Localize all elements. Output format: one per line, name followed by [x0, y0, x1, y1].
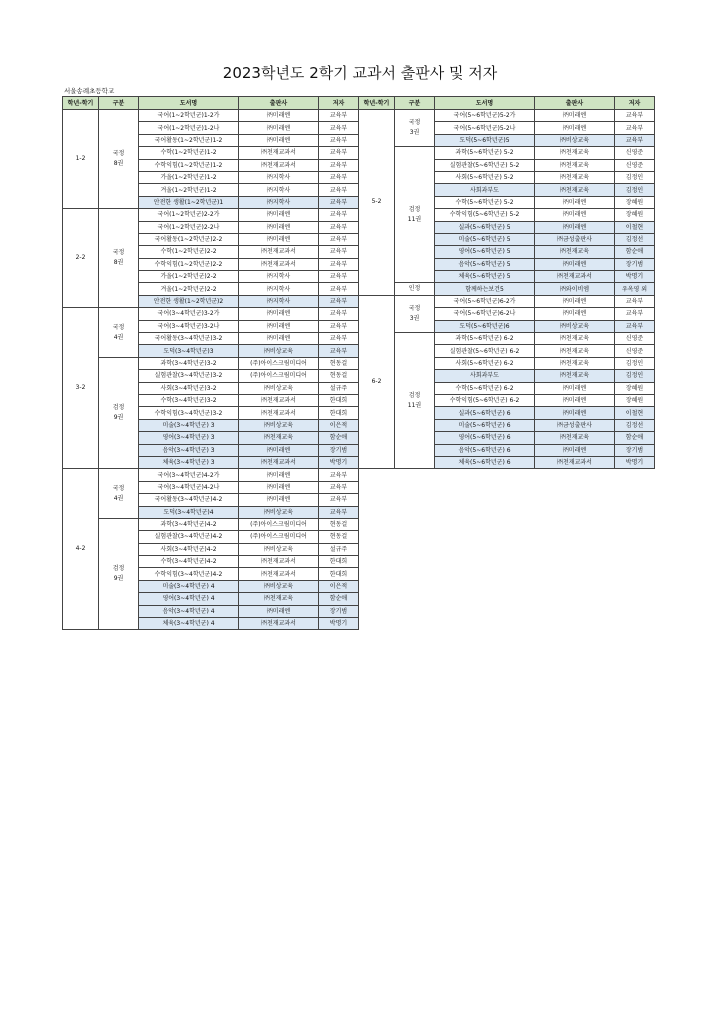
author-cell: 신영준 — [615, 345, 655, 357]
header-author: 저자 — [615, 97, 655, 110]
publisher-cell: ㈜천재교과서 — [239, 258, 319, 270]
publisher-cell: ㈜천재교과서 — [239, 456, 319, 468]
publisher-cell: ㈜천재교육 — [535, 159, 615, 171]
table-row — [359, 295, 655, 307]
book-title-cell: 실험관찰(5~6학년군) 6-2 — [435, 345, 535, 357]
author-cell: 박명기 — [319, 618, 359, 630]
publisher-cell: ㈜미래엔 — [239, 605, 319, 617]
publisher-cell: ㈜비상교육 — [239, 580, 319, 592]
publisher-cell: ㈜지학사 — [239, 295, 319, 307]
book-title-cell: 도덕(5~6학년군)5 — [435, 134, 535, 146]
book-title-cell: 수학익힘(5~6학년군) 5-2 — [435, 209, 535, 221]
author-cell: 장기범 — [615, 258, 655, 270]
book-title-cell: 실험관찰(3~4학년군)3-2 — [139, 370, 239, 382]
author-cell: 김정인 — [615, 171, 655, 183]
publisher-cell: ㈜금성출판사 — [535, 419, 615, 431]
table-row — [63, 357, 359, 369]
book-title-cell: 음악(3~4학년군) 3 — [139, 444, 239, 456]
book-title-cell: 안전한 생활(1~2학년군)2 — [139, 295, 239, 307]
publisher-cell: ㈜비상교육 — [535, 134, 615, 146]
table-row — [63, 469, 359, 481]
category-cell: 검정 11권 — [395, 147, 435, 283]
header-book: 도서명 — [139, 97, 239, 110]
publisher-cell: ㈜비상교육 — [239, 543, 319, 555]
author-cell: 장기범 — [615, 444, 655, 456]
book-title-cell: 수학익힘(3~4학년군)4-2 — [139, 568, 239, 580]
book-title-cell: 수학(3~4학년군)4-2 — [139, 556, 239, 568]
publisher-cell: ㈜천재교과서 — [535, 271, 615, 283]
book-title-cell: 미술(5~6학년군) 6 — [435, 419, 535, 431]
publisher-cell: ㈜와이비엠 — [535, 283, 615, 295]
publisher-cell: ㈜미래엔 — [239, 469, 319, 481]
author-cell: 김정인 — [615, 357, 655, 369]
book-title-cell: 과학(5~6학년군) 5-2 — [435, 147, 535, 159]
book-title-cell: 체육(3~4학년군) 4 — [139, 618, 239, 630]
publisher-cell: ㈜지학사 — [239, 184, 319, 196]
book-title-cell: 수학익힘(1~2학년군)1-2 — [139, 159, 239, 171]
publisher-cell: ㈜미래엔 — [239, 122, 319, 134]
author-cell: 현동걸 — [319, 518, 359, 530]
publisher-cell: ㈜비상교육 — [239, 382, 319, 394]
publisher-cell: ㈜지학사 — [239, 283, 319, 295]
author-cell: 함순애 — [615, 432, 655, 444]
author-cell: 교육부 — [615, 134, 655, 146]
publisher-cell: ㈜천재교과서 — [239, 568, 319, 580]
publisher-cell: ㈜미래엔 — [535, 209, 615, 221]
publisher-cell: ㈜천재교과서 — [239, 407, 319, 419]
author-cell: 교육부 — [319, 481, 359, 493]
author-cell: 교육부 — [615, 308, 655, 320]
publisher-cell: ㈜천재교과서 — [239, 159, 319, 171]
publisher-cell: ㈜미래엔 — [239, 134, 319, 146]
author-cell: 이철현 — [615, 221, 655, 233]
publisher-cell: ㈜지학사 — [239, 171, 319, 183]
table-row — [359, 147, 655, 159]
book-title-cell: 수학(1~2학년군)2-2 — [139, 246, 239, 258]
publisher-cell: ㈜미래엔 — [535, 308, 615, 320]
author-cell: 교육부 — [319, 345, 359, 357]
author-cell: 교육부 — [319, 308, 359, 320]
author-cell: 한대희 — [319, 556, 359, 568]
author-cell: 설규주 — [319, 382, 359, 394]
author-cell: 현동걸 — [319, 370, 359, 382]
publisher-cell: ㈜천재교육 — [239, 593, 319, 605]
book-title-cell: 수학(5~6학년군) 5-2 — [435, 196, 535, 208]
author-cell: 장혜원 — [615, 209, 655, 221]
publisher-cell: ㈜미래엔 — [535, 110, 615, 122]
book-title-cell: 도덕(5~6학년군)6 — [435, 320, 535, 332]
page-title: 2023학년도 2학기 교과서 출판사 및 저자 — [222, 64, 498, 82]
author-cell: 이은적 — [319, 419, 359, 431]
publisher-cell: ㈜지학사 — [239, 271, 319, 283]
book-title-cell: 체육(3~4학년군) 3 — [139, 456, 239, 468]
author-cell: 현동걸 — [319, 531, 359, 543]
author-cell: 교육부 — [615, 122, 655, 134]
author-cell: 교육부 — [319, 221, 359, 233]
publisher-cell: ㈜미래엔 — [535, 196, 615, 208]
category-cell: 검정 9권 — [99, 518, 139, 630]
publisher-cell: ㈜천재교과서 — [239, 618, 319, 630]
author-cell: 김정선 — [615, 419, 655, 431]
author-cell: 현동걸 — [319, 357, 359, 369]
book-title-cell: 수학(5~6학년군) 6-2 — [435, 382, 535, 394]
category-cell: 국정 8권 — [99, 209, 139, 308]
author-cell: 교육부 — [319, 320, 359, 332]
book-title-cell: 국어(1~2학년군)1-2나 — [139, 122, 239, 134]
publisher-cell: ㈜비상교육 — [535, 320, 615, 332]
school-name: 서울송례초등학교 — [64, 87, 115, 95]
book-title-cell: 국어활동(3~4학년군)4-2 — [139, 494, 239, 506]
publisher-cell: (주)아이스크림미디어 — [239, 370, 319, 382]
publisher-cell: ㈜천재교육 — [535, 345, 615, 357]
publisher-cell: ㈜미래엔 — [535, 382, 615, 394]
author-cell: 신영준 — [615, 333, 655, 345]
publisher-cell: ㈜미래엔 — [535, 444, 615, 456]
table-row — [63, 209, 359, 221]
publisher-cell: ㈜미래엔 — [239, 494, 319, 506]
publisher-cell: ㈜천재교육 — [535, 432, 615, 444]
book-title-cell: 국어(3~4학년군)3-2나 — [139, 320, 239, 332]
author-cell: 우옥영 외 — [615, 283, 655, 295]
publisher-cell: ㈜미래엔 — [239, 221, 319, 233]
table-header-row — [63, 97, 359, 110]
book-title-cell: 수학익힘(1~2학년군)2-2 — [139, 258, 239, 270]
book-title-cell: 가을(1~2학년군)1-2 — [139, 171, 239, 183]
category-cell: 검정 9권 — [99, 357, 139, 469]
book-title-cell: 국어(3~4학년군)4-2가 — [139, 469, 239, 481]
book-title-cell: 영어(3~4학년군) 4 — [139, 593, 239, 605]
author-cell: 교육부 — [319, 271, 359, 283]
author-cell: 신영준 — [615, 159, 655, 171]
publisher-cell: ㈜천재교육 — [535, 184, 615, 196]
publisher-cell: ㈜미래엔 — [239, 333, 319, 345]
grade-cell: 6-2 — [359, 295, 395, 468]
publisher-cell: ㈜천재교과서 — [239, 246, 319, 258]
author-cell: 장기범 — [319, 605, 359, 617]
author-cell: 교육부 — [319, 295, 359, 307]
book-title-cell: 실험관찰(5~6학년군) 5-2 — [435, 159, 535, 171]
author-cell: 교육부 — [319, 469, 359, 481]
book-title-cell: 국어(5~6학년군)5-2가 — [435, 110, 535, 122]
author-cell: 박명기 — [319, 456, 359, 468]
book-title-cell: 실험관찰(3~4학년군)4-2 — [139, 531, 239, 543]
author-cell: 함순애 — [615, 246, 655, 258]
book-title-cell: 사회(3~4학년군)3-2 — [139, 382, 239, 394]
book-title-cell: 미술(3~4학년군) 4 — [139, 580, 239, 592]
book-title-cell: 과학(3~4학년군)4-2 — [139, 518, 239, 530]
publisher-cell: ㈜미래엔 — [239, 209, 319, 221]
author-cell: 설규주 — [319, 543, 359, 555]
table-body-right — [359, 110, 655, 469]
book-title-cell: 수학(3~4학년군)3-2 — [139, 394, 239, 406]
book-title-cell: 국어(1~2학년군)2-2가 — [139, 209, 239, 221]
author-cell: 교육부 — [319, 246, 359, 258]
author-cell: 교육부 — [319, 283, 359, 295]
author-cell: 교육부 — [319, 171, 359, 183]
book-title-cell: 국어(5~6학년군)5-2나 — [435, 122, 535, 134]
header-author: 저자 — [319, 97, 359, 110]
table-row — [359, 333, 655, 345]
publisher-cell: ㈜천재교육 — [535, 357, 615, 369]
book-title-cell: 과학(5~6학년군) 6-2 — [435, 333, 535, 345]
publisher-cell: ㈜천재교육 — [535, 333, 615, 345]
publisher-cell: ㈜천재교육 — [535, 246, 615, 258]
author-cell: 함순애 — [319, 593, 359, 605]
category-cell: 검정 11권 — [395, 333, 435, 469]
book-title-cell: 수학익힘(3~4학년군)3-2 — [139, 407, 239, 419]
book-title-cell: 사회과부도 — [435, 184, 535, 196]
author-cell: 교육부 — [319, 122, 359, 134]
publisher-cell: ㈜천재교과서 — [535, 456, 615, 468]
header-grade: 학년-학기 — [63, 97, 99, 110]
author-cell: 한대희 — [319, 407, 359, 419]
publisher-cell: ㈜천재교육 — [239, 432, 319, 444]
book-title-cell: 영어(5~6학년군) 5 — [435, 246, 535, 258]
author-cell: 김정인 — [615, 184, 655, 196]
author-cell: 장혜원 — [615, 394, 655, 406]
book-title-cell: 음악(5~6학년군) 5 — [435, 258, 535, 270]
grade-cell: 1-2 — [63, 110, 99, 209]
book-title-cell: 영어(5~6학년군) 6 — [435, 432, 535, 444]
publisher-cell: ㈜천재교육 — [535, 171, 615, 183]
book-title-cell: 겨울(1~2학년군)1-2 — [139, 184, 239, 196]
book-title-cell: 미술(5~6학년군) 5 — [435, 233, 535, 245]
publisher-cell: ㈜미래엔 — [239, 308, 319, 320]
book-title-cell: 국어활동(1~2학년군)2-2 — [139, 233, 239, 245]
book-title-cell: 음악(3~4학년군) 4 — [139, 605, 239, 617]
author-cell: 이철현 — [615, 407, 655, 419]
category-cell: 인정 — [395, 283, 435, 295]
book-title-cell: 안전한 생활(1~2학년군)1 — [139, 196, 239, 208]
publisher-cell: ㈜미래엔 — [535, 407, 615, 419]
author-cell: 교육부 — [615, 320, 655, 332]
book-title-cell: 국어(3~4학년군)4-2나 — [139, 481, 239, 493]
publisher-cell: ㈜미래엔 — [535, 394, 615, 406]
header-type: 구분 — [395, 97, 435, 110]
author-cell: 교육부 — [319, 134, 359, 146]
table-row — [63, 518, 359, 530]
category-cell: 국정 3권 — [395, 295, 435, 332]
author-cell: 교육부 — [319, 196, 359, 208]
book-title-cell: 국어(5~6학년군)6-2나 — [435, 308, 535, 320]
book-title-cell: 가을(1~2학년군)2-2 — [139, 271, 239, 283]
author-cell: 한대희 — [319, 394, 359, 406]
publisher-cell: ㈜미래엔 — [535, 258, 615, 270]
book-title-cell: 체육(5~6학년군) 6 — [435, 456, 535, 468]
publisher-cell: ㈜금성출판사 — [535, 233, 615, 245]
header-publisher: 출판사 — [239, 97, 319, 110]
author-cell: 교육부 — [319, 209, 359, 221]
table-header-row — [359, 97, 655, 110]
publisher-cell: ㈜천재교육 — [535, 147, 615, 159]
book-title-cell: 과학(3~4학년군)3-2 — [139, 357, 239, 369]
author-cell: 한대희 — [319, 568, 359, 580]
author-cell: 장혜원 — [615, 196, 655, 208]
header-type: 구분 — [99, 97, 139, 110]
book-title-cell: 국어(3~4학년군)3-2가 — [139, 308, 239, 320]
publisher-cell: ㈜비상교육 — [239, 506, 319, 518]
author-cell: 함순애 — [319, 432, 359, 444]
table-body-left — [63, 110, 359, 630]
publisher-cell: ㈜미래엔 — [535, 122, 615, 134]
publisher-cell: ㈜비상교육 — [239, 419, 319, 431]
author-cell: 장기범 — [319, 444, 359, 456]
author-cell: 교육부 — [319, 258, 359, 270]
textbook-table-right — [358, 96, 655, 469]
book-title-cell: 미술(3~4학년군) 3 — [139, 419, 239, 431]
category-cell: 국정 8권 — [99, 110, 139, 209]
publisher-cell: ㈜미래엔 — [239, 481, 319, 493]
book-title-cell: 겨울(1~2학년군)2-2 — [139, 283, 239, 295]
book-title-cell: 사회(5~6학년군) 5-2 — [435, 171, 535, 183]
author-cell: 교육부 — [319, 184, 359, 196]
header-book: 도서명 — [435, 97, 535, 110]
publisher-cell: ㈜미래엔 — [239, 110, 319, 122]
publisher-cell: ㈜미래엔 — [239, 320, 319, 332]
publisher-cell: (주)아이스크림미디어 — [239, 518, 319, 530]
author-cell: 교육부 — [319, 233, 359, 245]
author-cell: 김정인 — [615, 370, 655, 382]
publisher-cell: ㈜천재교과서 — [239, 394, 319, 406]
publisher-cell: ㈜천재교과서 — [239, 147, 319, 159]
grade-cell: 3-2 — [63, 308, 99, 469]
author-cell: 박명기 — [615, 456, 655, 468]
author-cell: 교육부 — [319, 333, 359, 345]
author-cell: 김정선 — [615, 233, 655, 245]
author-cell: 박명기 — [615, 271, 655, 283]
book-title-cell: 수학익힘(5~6학년군) 6-2 — [435, 394, 535, 406]
publisher-cell: ㈜미래엔 — [535, 221, 615, 233]
publisher-cell: ㈜미래엔 — [239, 444, 319, 456]
author-cell: 교육부 — [615, 110, 655, 122]
publisher-cell: (주)아이스크림미디어 — [239, 357, 319, 369]
table-row — [63, 308, 359, 320]
header-grade: 학년-학기 — [359, 97, 395, 110]
publisher-cell: ㈜지학사 — [239, 196, 319, 208]
book-title-cell: 국어(1~2학년군)2-2나 — [139, 221, 239, 233]
author-cell: 신영준 — [615, 147, 655, 159]
book-title-cell: 실과(5~6학년군) 6 — [435, 407, 535, 419]
publisher-cell: ㈜천재교육 — [535, 370, 615, 382]
category-cell: 국정 4권 — [99, 469, 139, 519]
category-cell: 국정 4권 — [99, 308, 139, 358]
author-cell: 교육부 — [615, 295, 655, 307]
table-row — [63, 110, 359, 122]
author-cell: 교육부 — [319, 494, 359, 506]
book-title-cell: 체육(5~6학년군) 5 — [435, 271, 535, 283]
book-title-cell: 사회(5~6학년군) 6-2 — [435, 357, 535, 369]
publisher-cell: ㈜미래엔 — [535, 295, 615, 307]
grade-cell: 2-2 — [63, 209, 99, 308]
book-title-cell: 함께하는보건5 — [435, 283, 535, 295]
book-title-cell: 도덕(3~4학년군)4 — [139, 506, 239, 518]
book-title-cell: 국어활동(1~2학년군)1-2 — [139, 134, 239, 146]
publisher-cell: ㈜비상교육 — [239, 345, 319, 357]
book-title-cell: 영어(3~4학년군) 3 — [139, 432, 239, 444]
author-cell: 장혜원 — [615, 382, 655, 394]
book-title-cell: 국어활동(3~4학년군)3-2 — [139, 333, 239, 345]
publisher-cell: ㈜미래엔 — [239, 233, 319, 245]
author-cell: 교육부 — [319, 506, 359, 518]
table-row — [359, 283, 655, 295]
book-title-cell: 사회(3~4학년군)4-2 — [139, 543, 239, 555]
author-cell: 교육부 — [319, 110, 359, 122]
book-title-cell: 국어(5~6학년군)6-2가 — [435, 295, 535, 307]
author-cell: 이은적 — [319, 580, 359, 592]
book-title-cell: 사회과부도 — [435, 370, 535, 382]
publisher-cell: ㈜천재교과서 — [239, 556, 319, 568]
book-title-cell: 도덕(3~4학년군)3 — [139, 345, 239, 357]
header-publisher: 출판사 — [535, 97, 615, 110]
book-title-cell: 수학(1~2학년군)1-2 — [139, 147, 239, 159]
book-title-cell: 국어(1~2학년군)1-2가 — [139, 110, 239, 122]
publisher-cell: (주)아이스크림미디어 — [239, 531, 319, 543]
author-cell: 교육부 — [319, 147, 359, 159]
table-row — [359, 110, 655, 122]
author-cell: 교육부 — [319, 159, 359, 171]
book-title-cell: 음악(5~6학년군) 6 — [435, 444, 535, 456]
grade-cell: 5-2 — [359, 110, 395, 296]
category-cell: 국정 3권 — [395, 110, 435, 147]
textbook-table-left — [62, 96, 359, 630]
grade-cell: 4-2 — [63, 469, 99, 630]
book-title-cell: 실과(5~6학년군) 5 — [435, 221, 535, 233]
